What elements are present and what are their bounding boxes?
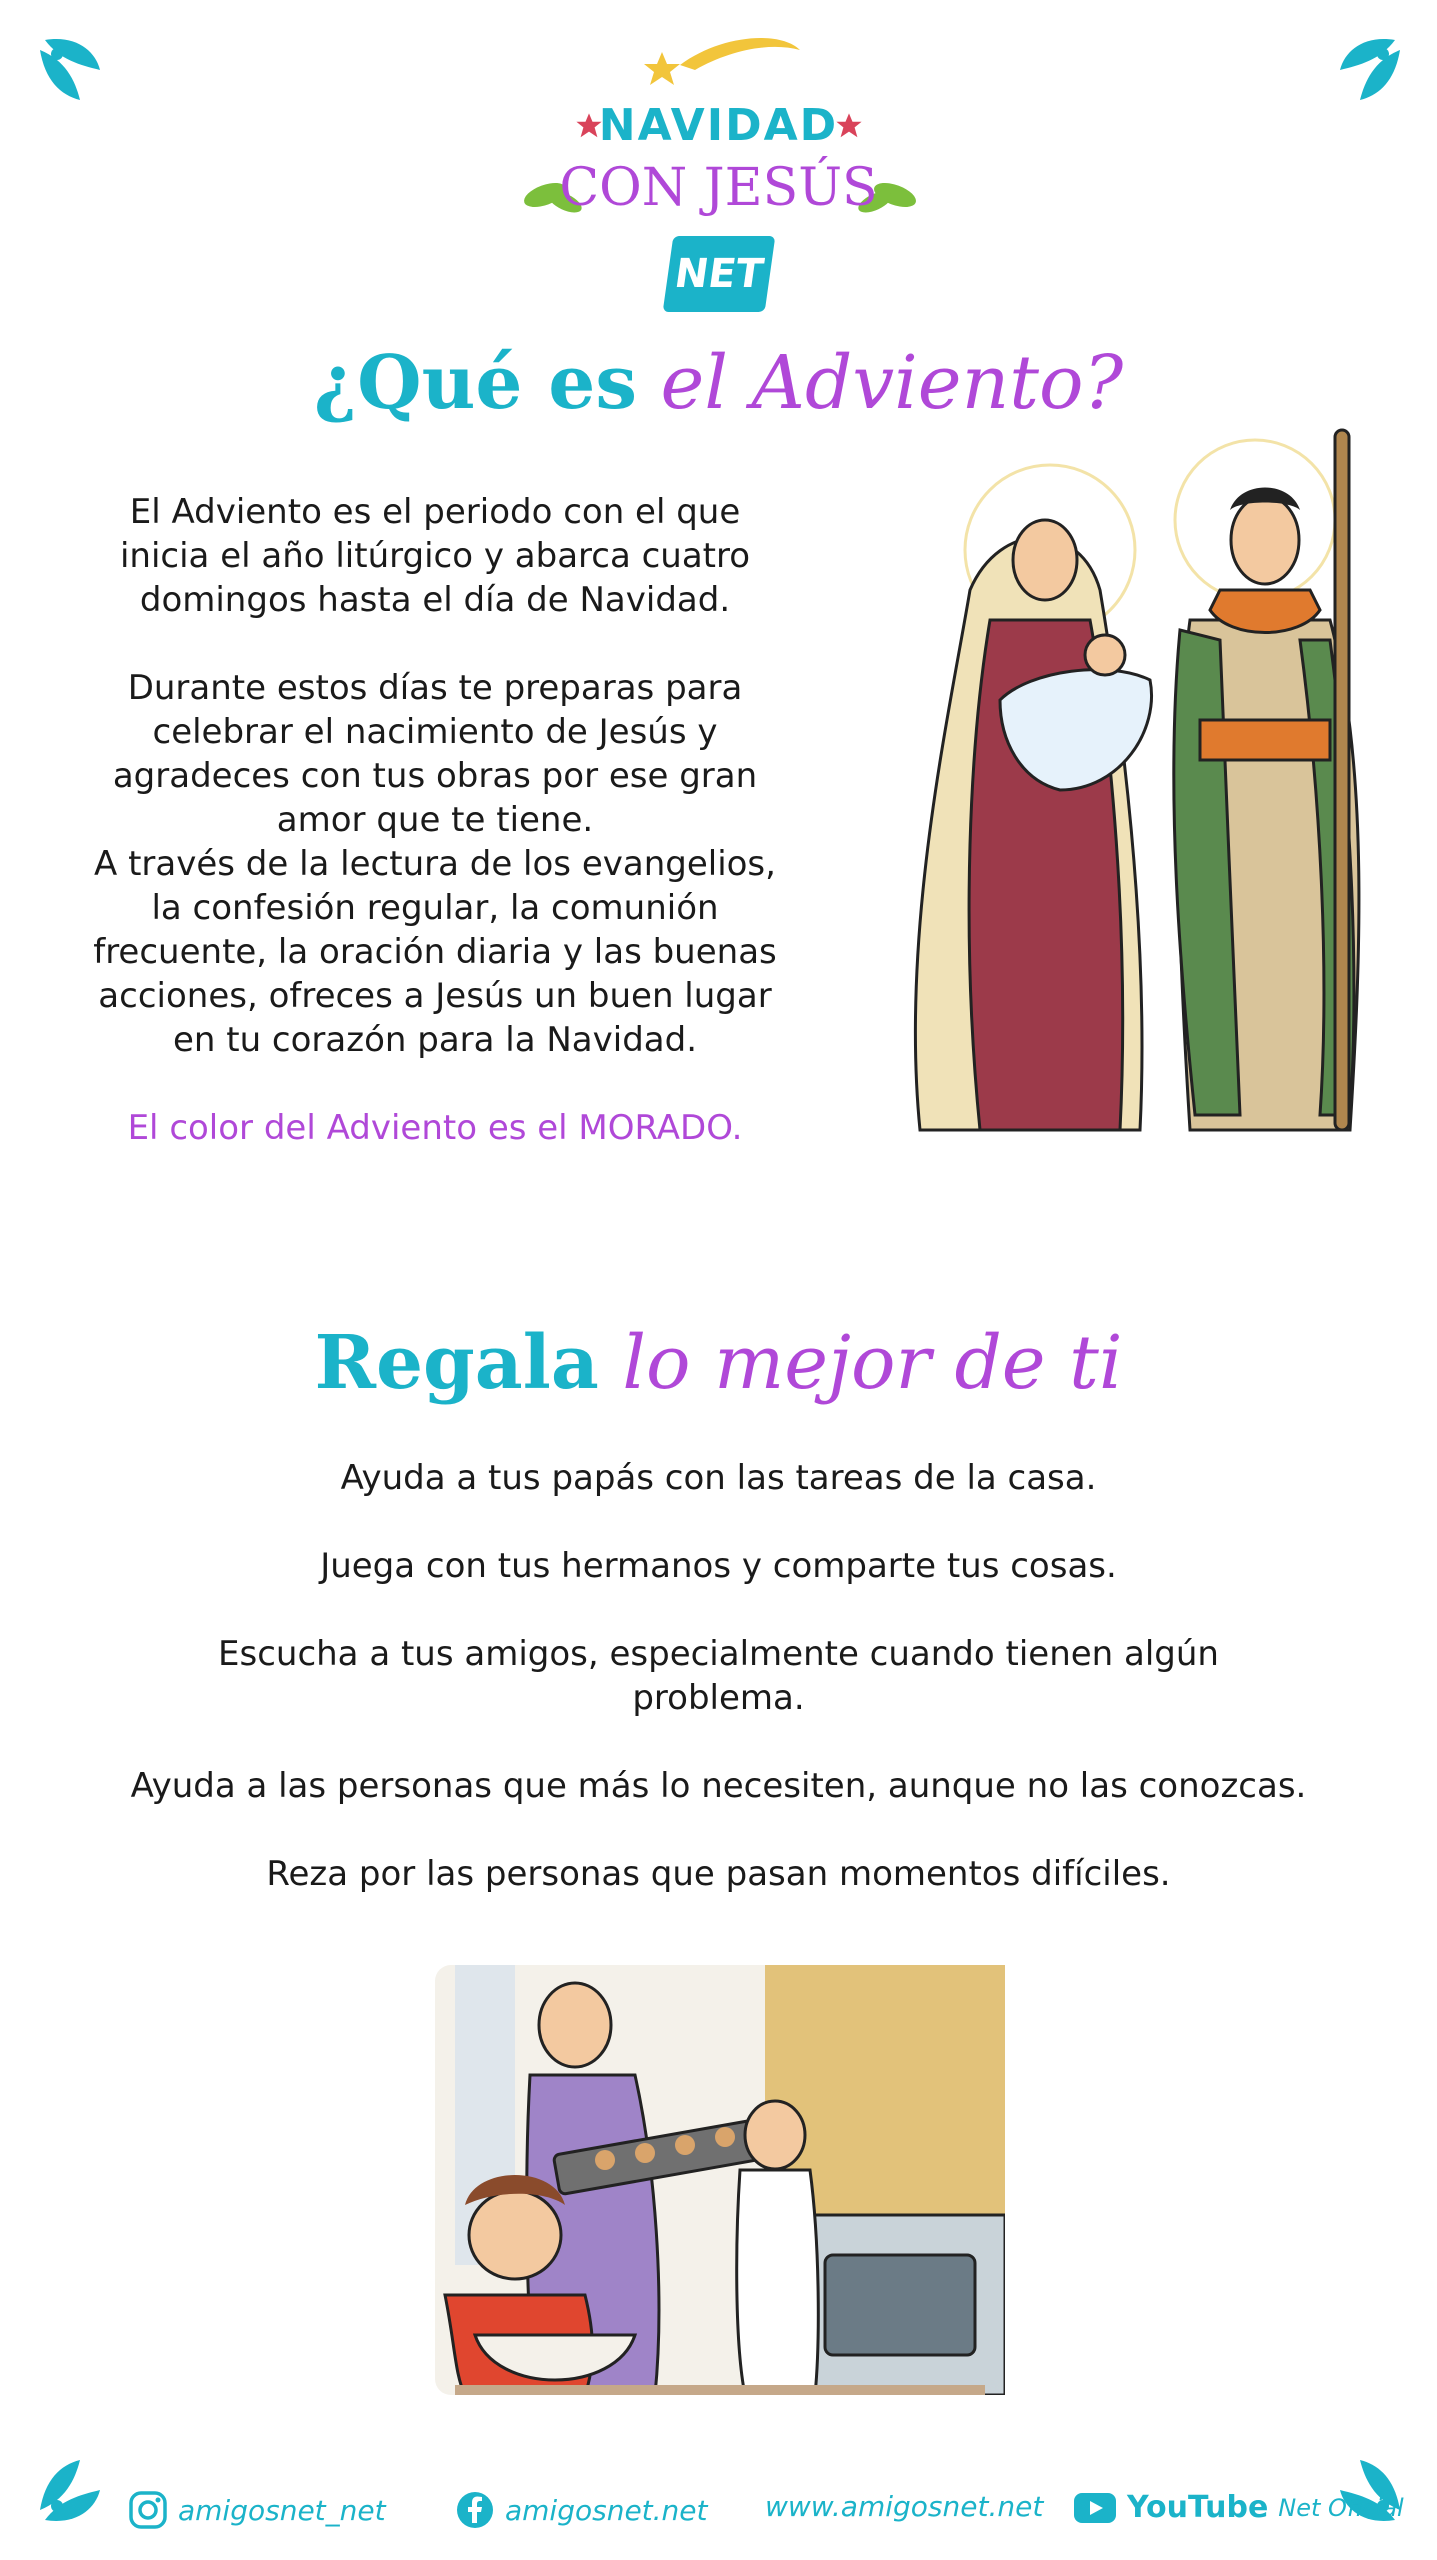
- youtube-icon: [1073, 2492, 1117, 2524]
- text-line: celebrar el nacimiento de Jesús y: [152, 712, 718, 752]
- facebook-icon: [455, 2490, 495, 2530]
- website-url: www.amigosnet.net: [765, 2490, 1044, 2523]
- youtube-link[interactable]: [1073, 2490, 1404, 2525]
- section2-title: [0, 1320, 1437, 1406]
- net-badge: [663, 236, 776, 312]
- text-line: en tu corazón para la Navidad.: [172, 1020, 698, 1060]
- list-item: Reza por las personas que pasan momentos difíciles.: [266, 1854, 1171, 1894]
- net-badge-label: NET: [671, 251, 767, 297]
- text-line: la confesión regular, la comunión: [151, 888, 719, 928]
- text-line: El Adviento es el periodo con el que: [129, 492, 741, 532]
- section1-title-script: el Adviento?: [660, 340, 1124, 426]
- section2-title-script: lo mejor de ti: [622, 1320, 1123, 1406]
- instagram-icon: [128, 2490, 168, 2530]
- leaf-corner-icon: [1325, 30, 1405, 110]
- leaf-corner-icon: [35, 30, 115, 110]
- paragraph1: [55, 490, 815, 622]
- advent-color-note: El color del Adviento es el MORADO.: [127, 1108, 743, 1148]
- list-item: problema.: [632, 1678, 805, 1718]
- list-item: Ayuda a tus papás con las tareas de la casa.: [340, 1458, 1097, 1498]
- list-item: Escucha a tus amigos, especialmente cuando tienen algún: [218, 1634, 1219, 1674]
- facebook-handle: amigosnet.net: [505, 2493, 708, 2527]
- section1-title-bold: ¿Qué es: [313, 340, 637, 426]
- text-line: frecuente, la oración diaria y las buenas: [93, 932, 777, 972]
- youtube-channel: Net Oficial: [1278, 2493, 1404, 2522]
- section2-title-bold: Regala: [314, 1320, 599, 1406]
- shooting-star-icon: [640, 30, 810, 90]
- logo-navidad: NAVIDAD: [598, 100, 839, 151]
- family-baking-illustration: [435, 1965, 1005, 2395]
- list-item: Ayuda a las personas que más lo necesiten, aunque no las conozcas.: [130, 1766, 1307, 1806]
- facebook-link[interactable]: [455, 2490, 708, 2530]
- holy-family-illustration: [880, 410, 1420, 1150]
- text-line: acciones, ofreces a Jesús un buen lugar: [98, 976, 772, 1016]
- text-line: A través de la lectura de los evangelios,: [94, 844, 776, 884]
- list-item: Juega con tus hermanos y comparte tus cosas.: [320, 1546, 1117, 1586]
- text-line: inicia el año litúrgico y abarca cuatro: [119, 536, 751, 576]
- text-line: domingos hasta el día de Navidad.: [139, 580, 731, 620]
- text-line: amor que te tiene.: [276, 800, 594, 840]
- text-line: agradeces con tus obras por ese gran: [112, 756, 758, 796]
- paragraph2: [55, 666, 815, 1062]
- instagram-link[interactable]: [128, 2490, 386, 2530]
- tips-list: [60, 1456, 1377, 1896]
- leaf-corner-icon: [35, 2450, 115, 2530]
- instagram-handle: amigosnet_net: [178, 2493, 386, 2527]
- youtube-brand: YouTube: [1127, 2490, 1269, 2525]
- section1-text: [55, 490, 815, 1150]
- text-line: Durante estos días te preparas para: [127, 668, 743, 708]
- logo-con-jesus: CON JESÚS: [559, 158, 878, 218]
- website-link[interactable]: [765, 2490, 1043, 2523]
